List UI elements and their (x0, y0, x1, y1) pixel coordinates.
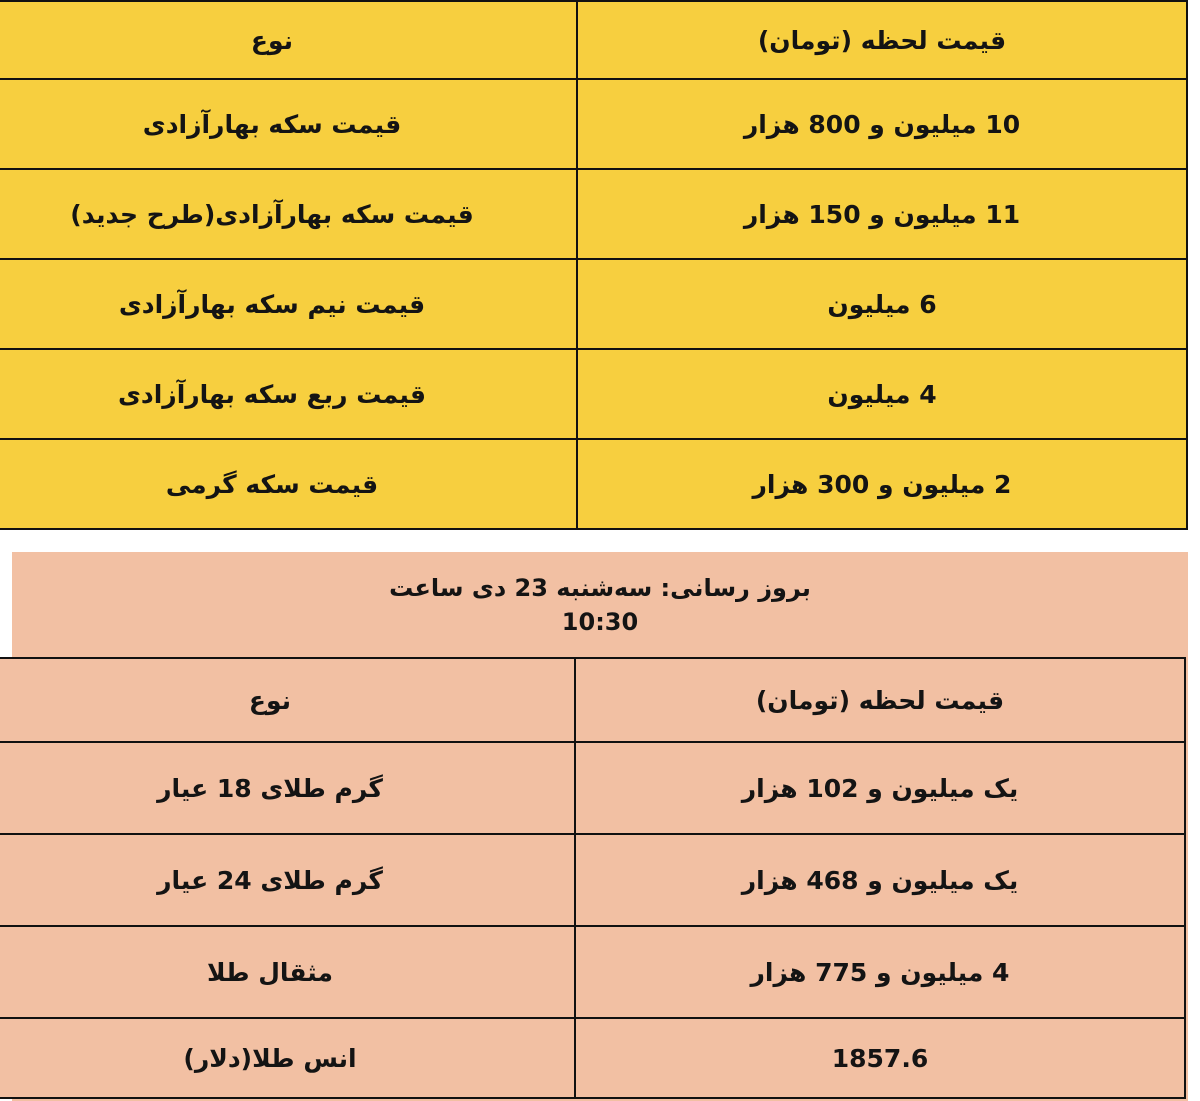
gold-type-2: مثقال طلا (0, 926, 575, 1018)
table-row (0, 349, 1187, 439)
table-row (0, 834, 1185, 926)
table-row (0, 259, 1187, 349)
coin-price-4: 2 میلیون و 300 هزار (577, 439, 1187, 529)
coin-type-3: قیمت ربع سکه بهارآزادی (0, 349, 577, 439)
gold-price-2: 4 میلیون و 775 هزار (575, 926, 1185, 1018)
table-row (0, 742, 1185, 834)
table-header-row (0, 1, 1187, 79)
gold-price-block (12, 552, 1188, 1101)
header-price: قیمت لحظه (تومان) (577, 1, 1187, 79)
coin-type-0: قیمت سکه بهارآزادی (0, 79, 577, 169)
coin-price-2: 6 میلیون (577, 259, 1187, 349)
coin-type-2: قیمت نیم سکه بهارآزادی (0, 259, 577, 349)
header-type: نوع (0, 1, 577, 79)
gold-type-0: گرم طلای 18 عیار (0, 742, 575, 834)
header-type: نوع (0, 658, 575, 742)
section-divider (0, 530, 1200, 552)
coin-price-table (0, 0, 1188, 530)
update-timestamp-line2: 10:30 (561, 607, 639, 636)
coin-price-1: 11 میلیون و 150 هزار (577, 169, 1187, 259)
update-timestamp (14, 554, 1186, 657)
gold-price-1: یک میلیون و 468 هزار (575, 834, 1185, 926)
gold-price-table (0, 657, 1186, 1099)
table-row (0, 926, 1185, 1018)
update-timestamp-line1: بروز رسانی: سه‌شنبه 23 دی ساعت (389, 574, 811, 602)
table-header-row (0, 658, 1185, 742)
coin-type-4: قیمت سکه گرمی (0, 439, 577, 529)
gold-price-3: 1857.6 (575, 1018, 1185, 1098)
table-row (0, 169, 1187, 259)
coin-type-1: قیمت سکه بهارآزادی(طرح جدید) (0, 169, 577, 259)
coin-price-3: 4 میلیون (577, 349, 1187, 439)
table-row (0, 79, 1187, 169)
header-price: قیمت لحظه (تومان) (575, 658, 1185, 742)
gold-type-1: گرم طلای 24 عیار (0, 834, 575, 926)
coin-price-0: 10 میلیون و 800 هزار (577, 79, 1187, 169)
table-row (0, 439, 1187, 529)
gold-type-3: انس طلا(دلار) (0, 1018, 575, 1098)
gold-price-0: یک میلیون و 102 هزار (575, 742, 1185, 834)
table-row (0, 1018, 1185, 1098)
